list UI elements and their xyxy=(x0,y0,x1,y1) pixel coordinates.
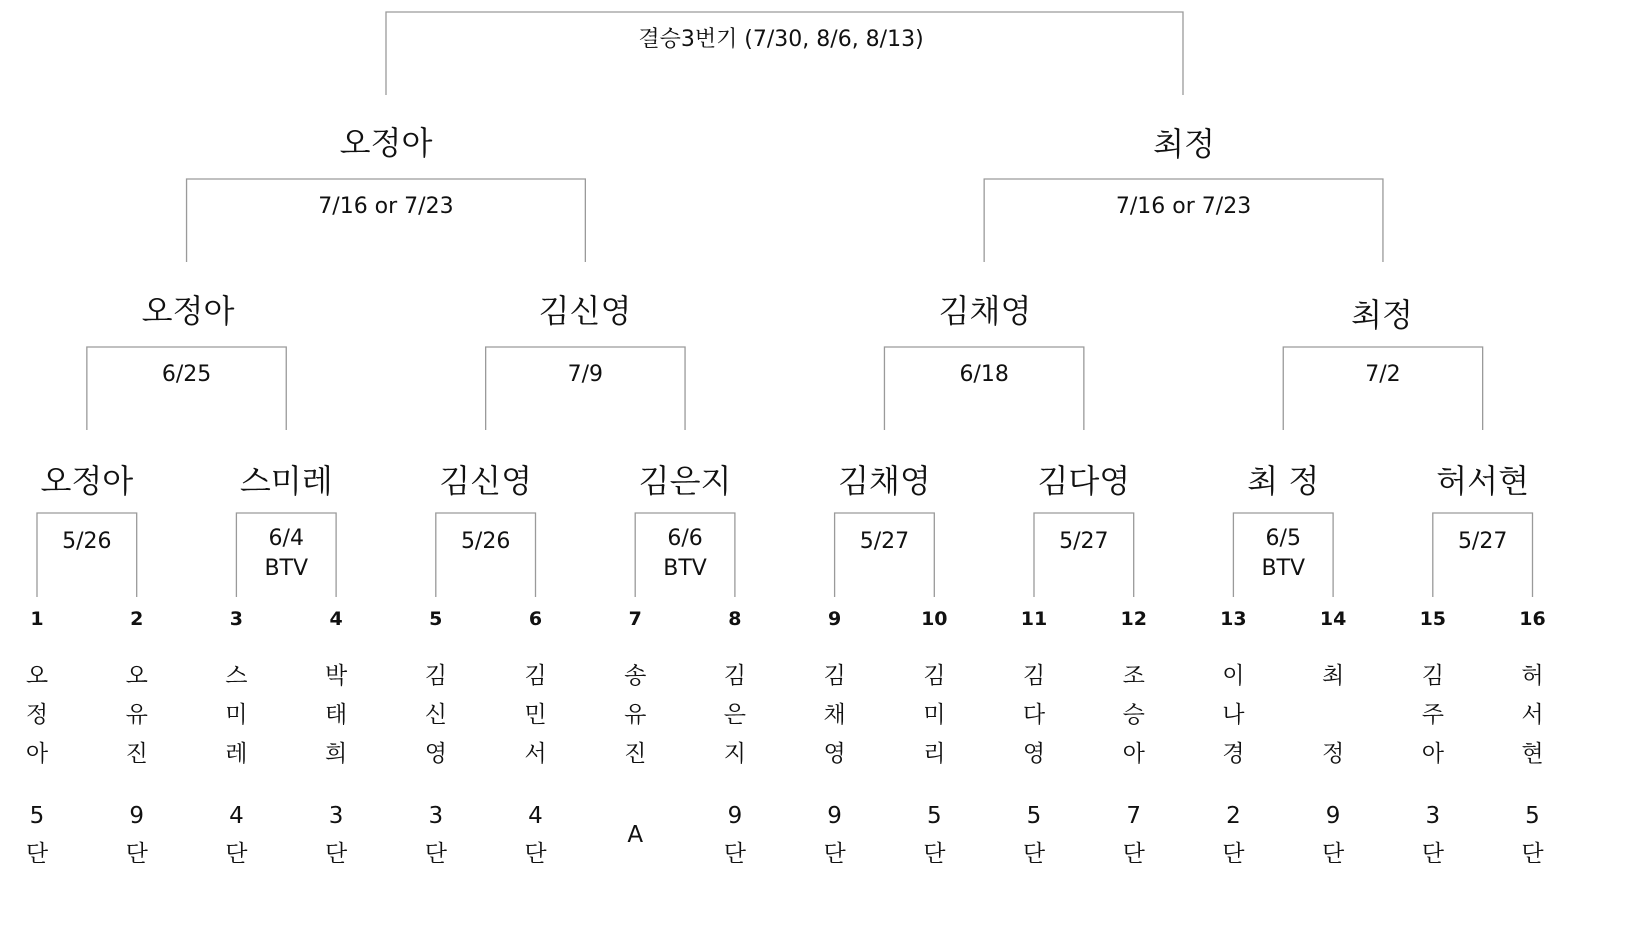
player-rank-number: 3 xyxy=(328,803,344,829)
player-name-char: 유 xyxy=(125,702,148,728)
player-name-char: 지 xyxy=(723,741,747,767)
player-rank-unit: 단 xyxy=(1022,841,1046,867)
r16-match-date: 5/27 xyxy=(859,529,910,554)
player-rank-unit: 단 xyxy=(723,841,747,867)
player-name-char: 주 xyxy=(1421,702,1444,728)
seed-number: 15 xyxy=(1419,608,1447,630)
player-name-char: 진 xyxy=(125,741,148,767)
r16-winner-name: 김채영 xyxy=(838,462,931,500)
player-name-char: 미 xyxy=(923,702,946,728)
match-bracket-r16 xyxy=(37,513,137,597)
player-name-char: 송 xyxy=(624,663,647,689)
player-rank-number: 4 xyxy=(528,803,543,829)
player-name-char: 서 xyxy=(1521,702,1544,728)
seed-number: 10 xyxy=(921,608,948,630)
player-rank-number: 9 xyxy=(129,803,145,829)
player-name-char: 미 xyxy=(225,702,248,728)
player-rank-number: 3 xyxy=(428,803,444,829)
match-bracket-qf xyxy=(486,347,685,430)
player-rank-unit: 단 xyxy=(923,841,946,867)
player-name-char: 최 xyxy=(1321,663,1345,689)
player-rank-number: 5 xyxy=(1026,803,1042,829)
bracket-lines xyxy=(37,12,1533,597)
match-bracket-final xyxy=(386,12,1183,95)
qf-winner-name: 김신영 xyxy=(538,292,632,330)
seed-number: 7 xyxy=(628,608,642,630)
player-name-char: 정 xyxy=(1321,741,1345,767)
player-name-char: 나 xyxy=(1222,702,1245,728)
player-rank-unit: 단 xyxy=(225,841,248,867)
qf-match-date: 6/25 xyxy=(161,362,212,387)
player-name-char: 김 xyxy=(723,663,747,689)
qf-winner-name: 오정아 xyxy=(141,292,235,330)
player-rank-unit: 단 xyxy=(1321,841,1345,867)
player-name-char: 민 xyxy=(524,702,547,728)
match-bracket-r16 xyxy=(436,513,536,597)
r16-match-venue: BTV xyxy=(1261,556,1306,581)
player-name-char: 김 xyxy=(823,663,846,689)
player-rank-number: 4 xyxy=(229,803,244,829)
player-name-char: 희 xyxy=(324,741,348,767)
player-rank-number: 9 xyxy=(1325,803,1341,829)
match-bracket-qf xyxy=(87,347,286,430)
player-name-char: 유 xyxy=(624,702,647,728)
r16-match-date: 5/26 xyxy=(460,529,511,554)
player-rank-number: 9 xyxy=(827,803,842,829)
sf-match-date: 7/16 or 7/23 xyxy=(1115,194,1252,219)
player-rank-number: 3 xyxy=(1425,803,1441,829)
match-bracket-sf xyxy=(984,179,1383,262)
player-rank-unit: 단 xyxy=(524,841,547,867)
player-name-char: 아 xyxy=(1421,741,1444,767)
r16-match-date: 5/26 xyxy=(62,529,112,554)
player-name-char: 김 xyxy=(424,663,447,689)
player-name-char: 허 xyxy=(1521,663,1544,689)
seed-number: 6 xyxy=(528,608,543,630)
r16-match-date: 6/4 xyxy=(268,526,304,551)
player-rank-number: 5 xyxy=(926,803,942,829)
seed-number: 3 xyxy=(229,608,244,630)
player-rank-number: 5 xyxy=(1525,803,1540,829)
player-name-char: 아 xyxy=(1122,741,1145,767)
player-rank-unit: 단 xyxy=(1222,841,1245,867)
seed-number: 9 xyxy=(827,608,842,630)
seed-number: 11 xyxy=(1020,608,1048,630)
qf-match-date: 7/9 xyxy=(567,362,604,387)
seed-number: 4 xyxy=(329,608,343,630)
r16-winner-name: 김은지 xyxy=(638,462,732,500)
player-name-char: 서 xyxy=(524,741,547,767)
r16-match-date: 6/5 xyxy=(1265,526,1301,551)
match-bracket-qf xyxy=(1283,347,1482,430)
r16-winner-name: 김신영 xyxy=(439,462,533,500)
player-name-char: 오 xyxy=(25,663,49,689)
player-name-char: 김 xyxy=(524,663,547,689)
player-name-char: 신 xyxy=(424,702,447,728)
player-name-char: 박 xyxy=(324,663,348,689)
player-rank-number: 7 xyxy=(1126,803,1142,829)
match-bracket-r16 xyxy=(1433,513,1533,597)
seed-number: 1 xyxy=(30,608,44,630)
seed-number: 16 xyxy=(1519,608,1546,630)
player-name-char: 이 xyxy=(1222,663,1245,689)
qf-winner-name: 최정 xyxy=(1351,296,1413,334)
r16-match-date: 6/6 xyxy=(667,526,703,551)
qf-winner-name: 김채영 xyxy=(938,292,1032,330)
player-name-char: 승 xyxy=(1122,702,1145,728)
player-name-char: 다 xyxy=(1022,702,1046,728)
player-rank-unit: 단 xyxy=(25,841,49,867)
player-name-char: 아 xyxy=(25,741,49,767)
r16-winner-name: 김다영 xyxy=(1037,462,1131,500)
player-rank-number: 2 xyxy=(1226,803,1241,829)
player-rank-unit: 단 xyxy=(424,841,447,867)
r16-winner-name: 허서현 xyxy=(1436,462,1530,500)
player-name-char: 스 xyxy=(225,663,248,689)
qf-match-date: 7/2 xyxy=(1365,362,1401,387)
r16-match-date: 5/27 xyxy=(1059,529,1109,554)
player-name-char: 태 xyxy=(324,702,348,728)
player-name-char: 영 xyxy=(1022,741,1046,767)
sf-winner-name: 최정 xyxy=(1153,125,1215,163)
match-bracket-r16 xyxy=(835,513,935,597)
player-name-char: 현 xyxy=(1521,741,1544,767)
player-rank-number: 5 xyxy=(29,803,45,829)
qf-match-date: 6/18 xyxy=(959,362,1009,387)
match-bracket-qf xyxy=(884,347,1083,430)
seed-number: 8 xyxy=(728,608,742,630)
player-name-char: 영 xyxy=(823,741,846,767)
sf-winner-name: 오정아 xyxy=(339,124,433,162)
seed-number: 12 xyxy=(1120,608,1147,630)
player-rank-unit: 단 xyxy=(1122,841,1145,867)
player-rank-unit: 단 xyxy=(823,841,846,867)
r16-match-venue: BTV xyxy=(663,556,707,581)
sf-match-date: 7/16 or 7/23 xyxy=(318,194,454,219)
r16-match-date: 5/27 xyxy=(1457,529,1508,554)
player-name-char: 채 xyxy=(823,702,846,728)
player-name-char: 레 xyxy=(225,741,248,767)
match-bracket-r16 xyxy=(1034,513,1134,597)
r16-winner-name: 오정아 xyxy=(40,462,134,500)
player-name-char: 정 xyxy=(25,702,49,728)
match-bracket-sf xyxy=(187,179,586,262)
player-name-char: 김 xyxy=(1421,663,1444,689)
bracket-labels xyxy=(26,27,1546,867)
player-rank-unit: 단 xyxy=(324,841,348,867)
seed-number: 13 xyxy=(1220,608,1247,630)
r16-match-venue: BTV xyxy=(264,556,309,581)
player-name-char: 조 xyxy=(1122,663,1145,689)
player-rank-unit: 단 xyxy=(1521,841,1544,867)
seed-number: 14 xyxy=(1319,608,1347,630)
player-rank-unit: 단 xyxy=(1421,841,1444,867)
player-name-char: 김 xyxy=(923,663,946,689)
player-name-char: 영 xyxy=(424,741,447,767)
seed-number: 2 xyxy=(130,608,144,630)
player-name-char: 은 xyxy=(723,702,747,728)
player-rank-number: 9 xyxy=(727,803,743,829)
seed-number: 5 xyxy=(429,608,443,630)
player-name-char: 리 xyxy=(923,741,946,767)
player-name-char: 진 xyxy=(624,741,647,767)
final-match-label: 결승3번기 (7/30, 8/6, 8/13) xyxy=(638,27,924,52)
player-name-char: 오 xyxy=(125,663,148,689)
r16-winner-name: 스미레 xyxy=(239,462,333,500)
player-rank-unit: 단 xyxy=(125,841,148,867)
player-name-char: 경 xyxy=(1222,741,1245,767)
r16-winner-name: 최 정 xyxy=(1247,462,1320,500)
player-name-char: 김 xyxy=(1022,663,1046,689)
player-rank: A xyxy=(627,822,644,848)
